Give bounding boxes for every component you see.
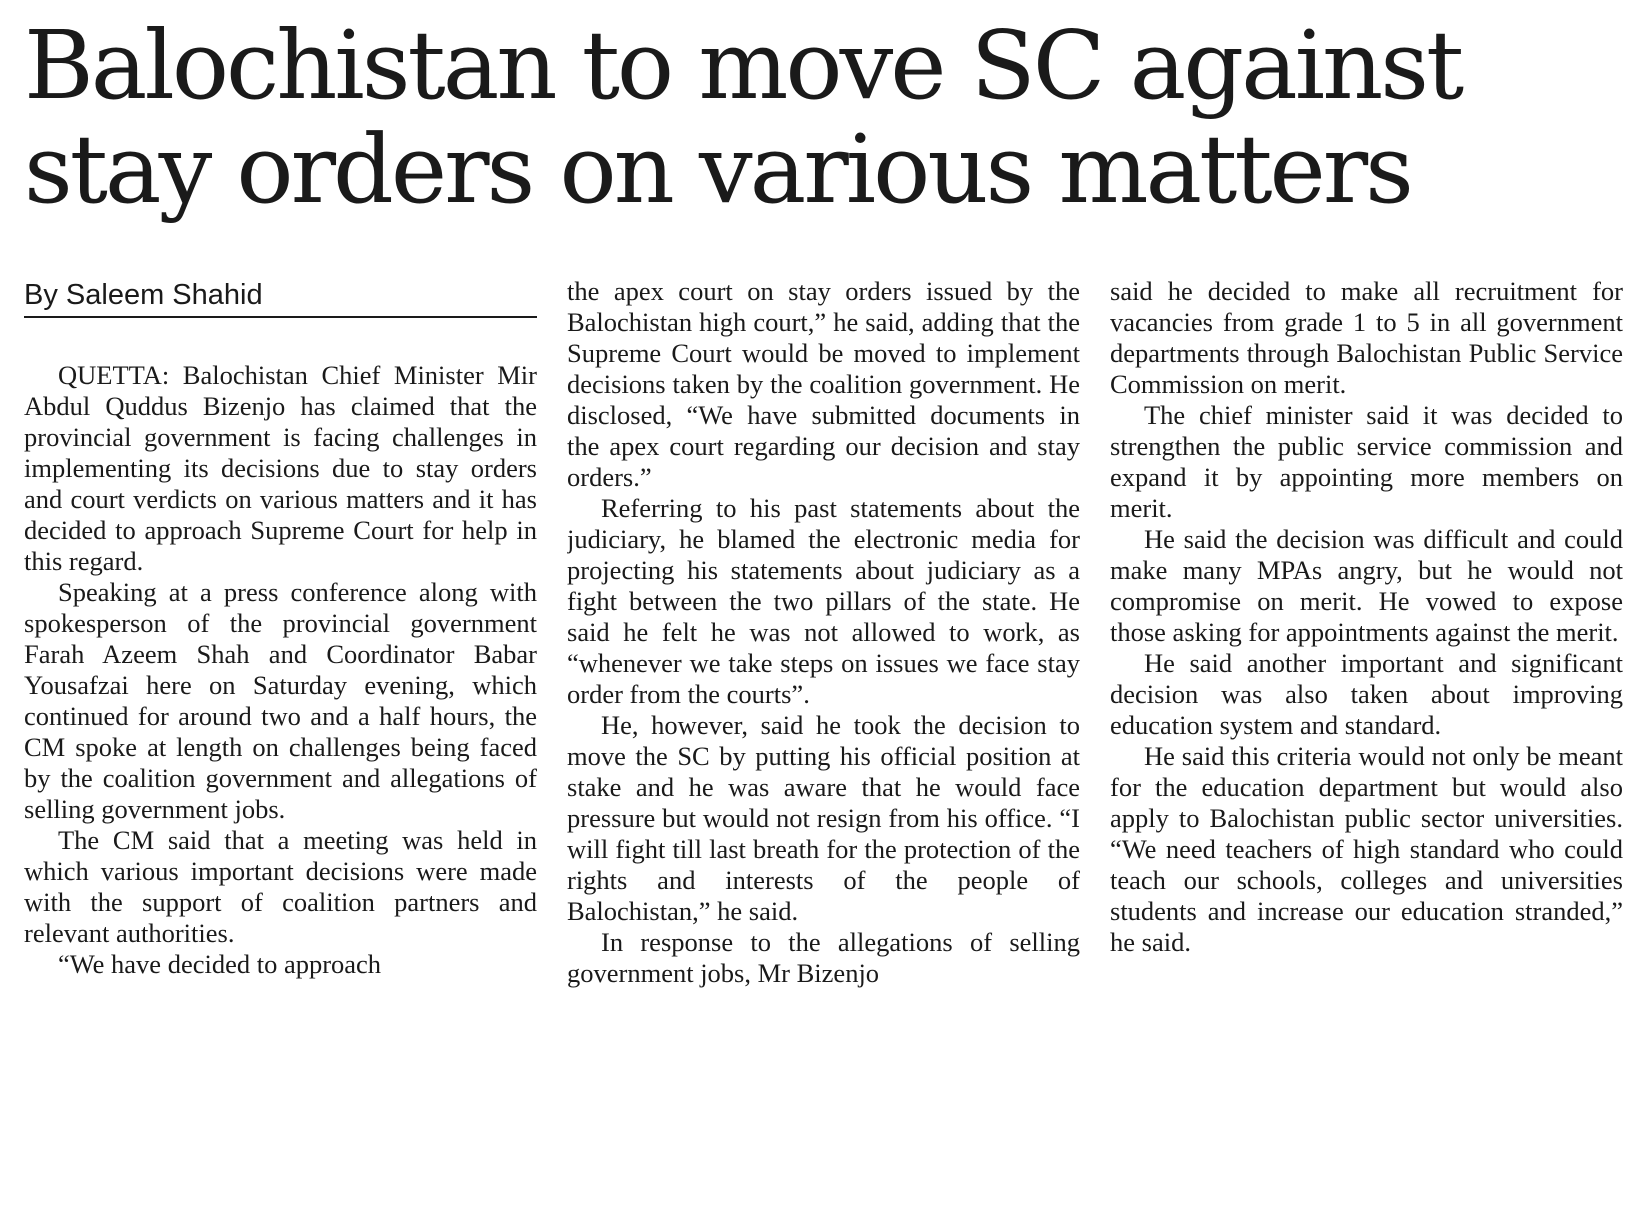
paragraph: Referring to his past statements about the judiciary, he blamed the electronic media for projecting his statements about judiciary as a fight between the two pillars of the state. He said he felt he was not allowed to work, as “whenever we take steps on issues we face stay order from the courts”. [567,493,1080,709]
paragraph: He said another important and significant decision was also taken about improving education system and standard. [1110,648,1623,740]
column-3 [1110,276,1623,1196]
paragraph: “We have decided to approach [58,949,382,979]
paragraph: He, however, said he took the decision to move the SC by putting his official position at stake and he was aware that he would face pressure but would not resign from his office. “I will fight till last breath for the protection of the rights and interests of the people of Balochistan,” he said. [567,710,1080,926]
paragraph: He said the decision was difficult and could make many MPAs angry, but he would not compromise on merit. He vowed to expose those asking for appointments against the merit. [1110,524,1623,647]
headline: Balochistan to move SC against stay orders on various matters [24,11,1462,225]
paragraph: In response to the allegations of selling government jobs, Mr Bizenjo [567,927,1080,988]
paragraph-continued: the apex court on stay orders issued by the Balochistan high court,” he said, adding that the Supreme Court would be moved to implement decisions taken by the coalition government. He disclosed, “We have submitted documents in the apex court regarding our decision and stay orders.” [567,276,1080,492]
paragraph: The chief minister said it was decided to strengthen the public service commission and expand it by appointing more members on merit. [1110,400,1623,523]
column-2 [567,276,1080,1196]
column-1 [24,276,537,1196]
article-body [24,276,1624,1196]
paragraph: QUETTA: Balochistan Chief Minister Mir Abdul Quddus Bizenjo has claimed that the provincial government is facing challenges in implementing its decisions due to stay orders and court verdicts on various matters and it has decided to approach Supreme Court for help in this regard. [24,360,537,576]
paragraph-continued: said he decided to make all recruitment for vacancies from grade 1 to 5 in all government departments through Balochistan Public Service Commission on merit. [1110,276,1623,399]
paragraph: Speaking at a press conference along with spokesperson of the provincial government Farah Azeem Shah and Coordinator Babar Yousafzai here on Saturday evening, which continued for around two and a half hours, the CM spoke at length on challenges being faced by the coalition government and allegations of selling government jobs. [24,577,537,824]
byline: By Saleem Shahid [24,276,537,318]
paragraph: He said this criteria would not only be meant for the education department but would also apply to Balochistan public sector universities. “We need teachers of high standard who could teach our schools, colleges and universities students and increase our education stranded,” he said. [1110,741,1623,957]
paragraph: The CM said that a meeting was held in which various important decisions were made with the support of coalition partners and relevant authorities. [24,825,537,948]
